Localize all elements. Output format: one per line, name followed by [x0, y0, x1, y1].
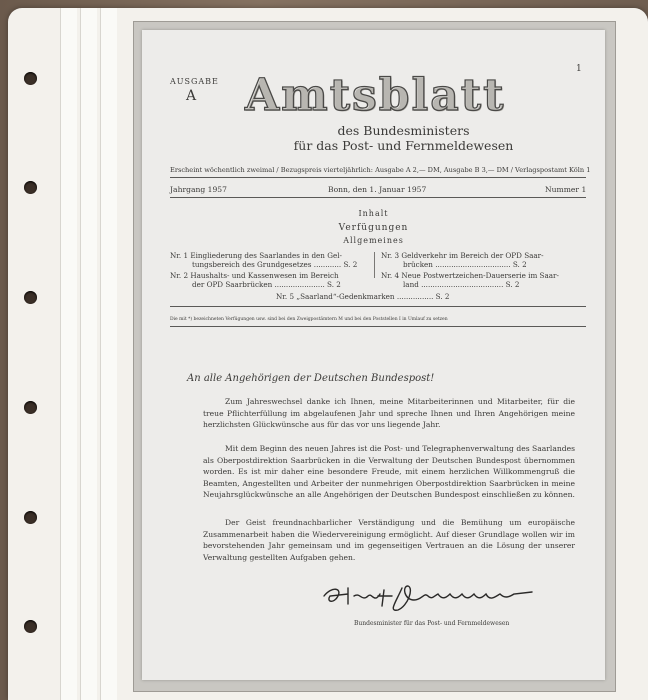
masthead-subtitle: für das Post- und Fernmeldewesen — [293, 138, 514, 153]
binder-hole — [24, 291, 37, 304]
volume-year: Jahrgang 1957 — [170, 185, 227, 194]
letter-paragraph: Mit dem Beginn des neuen Jahres ist die Post- und Telegraphenverwaltung des Saarlandes als Oberpostdirektion Saarbrücken in die Verwaltung der Deutschen Bundespost übernommen worden. Es ist mir daher eine besondere Freude, mit einem herzlichen Willkommengruß die Beamten, Angestellten und Arbeiter der nunmehrigen Oberpostdirektion Saarbrücken in meine Neujahrsglückwünsche an alle Angehörigen der Deutschen Bundespost einschließen zu können. — [203, 444, 575, 499]
contents-section: Verfügungen — [338, 223, 409, 233]
signature-caption: Bundesminister für das Post- und Fernmeldewesen — [354, 620, 510, 627]
column-divider — [374, 252, 375, 278]
contents-entry: Nr. 5 „Saarland“-Gedenkmarken ................ S. 2 — [276, 292, 450, 301]
page-number: 1 — [576, 64, 582, 74]
contents-entry: Nr. 3 Geldverkehr im Bereich der OPD Saar- brücken ................................. S. 2 — [381, 251, 544, 269]
binder-hole — [24, 401, 37, 414]
place-date: Bonn, den 1. Januar 1957 — [328, 185, 427, 194]
ausgabe-label: AUSGABE — [170, 77, 219, 86]
divider — [170, 306, 586, 307]
contents-entry: Nr. 4 Neue Postwertzeichen-Dauerserie im Saar- land .................................... S. 2 — [381, 271, 559, 289]
letter-paragraph: Zum Jahreswechsel danke ich Ihnen, meine Mitarbeiterinnen und Mitarbeiter, für die treue Pflichterfüllung im abgelaufenen Jahr und spreche Ihnen und Ihren Angehörigen meine herzlichsten Glückwünsche aus für das vor uns liegende Jahr. — [203, 397, 575, 429]
masthead-subtitle: des Bundesministers — [337, 123, 470, 138]
binder-hole — [24, 181, 37, 194]
divider — [170, 197, 586, 198]
publication-info: Erscheint wöchentlich zweimal / Bezugspreis vierteljährlich: Ausgabe A 2,— DM, Ausgabe B 3,— DM / Verlagspostamt Köln 1 — [170, 166, 591, 174]
contents-subsection: Allgemeines — [343, 236, 404, 245]
contents-entry: Nr. 2 Haushalts- und Kassenwesen im Bereich der OPD Saarbrücken ...................... S. 2 — [170, 271, 341, 289]
page-edge — [80, 8, 97, 700]
divider — [170, 326, 586, 327]
divider — [170, 177, 586, 178]
contents-entry: Nr. 1 Eingliederung des Saarlandes in den Gel- tungsbereich des Grundgesetzes ............ S. 2 — [170, 251, 358, 269]
page-edge — [100, 8, 117, 700]
masthead-title: Amtsblatt — [245, 70, 506, 121]
binder-hole — [24, 511, 37, 524]
document-sheet — [142, 30, 605, 680]
salutation: An alle Angehörigen der Deutschen Bundespost! — [187, 373, 435, 384]
contents-footnote: Die mit *) bezeichneten Verfügungen usw. sind bei den Zweigpostämtern M und bei den Poststellen I in Umlauf zu setzen — [170, 317, 448, 322]
binder-hole — [24, 72, 37, 85]
contents-heading: Inhalt — [358, 209, 389, 218]
letter-paragraph: Der Geist freundnachbarlicher Verständigung und die Bemühung um europäische Zusammenarbeit haben die Wiedervereinigung ermöglicht. Auf dieser Grundlage wollen wir im bevorstehenden Jahr gemeinsam und im gegenseitigen Vertrauen an die Lösung der unserer Verwaltung gestellten Aufgaben gehen. — [203, 518, 575, 562]
handwritten-signature — [318, 578, 548, 618]
page-edge — [60, 8, 77, 700]
ausgabe-letter: A — [186, 88, 197, 104]
issue-number: Nummer 1 — [545, 185, 587, 194]
binder-hole — [24, 620, 37, 633]
